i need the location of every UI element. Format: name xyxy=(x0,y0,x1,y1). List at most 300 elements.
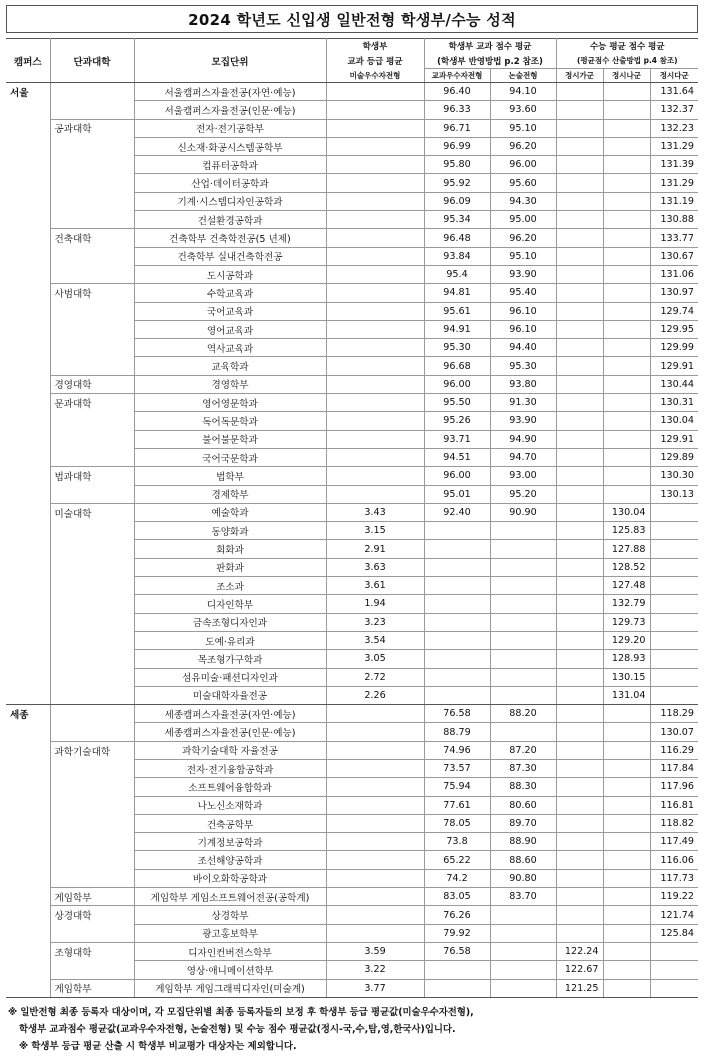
cell-unit: 불어불문학과 xyxy=(134,430,326,448)
cell-college: 사범대학 xyxy=(50,284,134,302)
cell-campus xyxy=(6,595,50,613)
cell-csat-ga xyxy=(556,174,603,192)
cell-csat-da: 130.44 xyxy=(650,375,698,393)
table-row xyxy=(6,192,698,210)
cell-csat-ga xyxy=(556,339,603,357)
cell-gyogwa-score: 73.8 xyxy=(424,833,490,851)
cell-csat-na xyxy=(603,320,650,338)
cell-unit: 전자·전기융합공학과 xyxy=(134,759,326,777)
cell-csat-na xyxy=(603,394,650,412)
cell-gyogwa-score: 77.61 xyxy=(424,796,490,814)
cell-csat-da xyxy=(650,503,698,521)
header-hsb-grade-line1: 학생부 xyxy=(326,39,424,54)
cell-campus xyxy=(6,869,50,887)
header-hsb-grade-line2: 교과 등급 평균 xyxy=(326,54,424,69)
table-row xyxy=(6,522,698,540)
cell-essay-score xyxy=(490,906,556,924)
cell-csat-da: 129.91 xyxy=(650,357,698,375)
cell-campus xyxy=(6,467,50,485)
cell-art-grade xyxy=(326,357,424,375)
cell-gyogwa-score: 79.92 xyxy=(424,924,490,942)
table-row xyxy=(6,412,698,430)
cell-csat-ga xyxy=(556,211,603,229)
cell-gyogwa-score: 75.94 xyxy=(424,778,490,796)
cell-csat-na xyxy=(603,741,650,759)
cell-csat-na xyxy=(603,723,650,741)
cell-gyogwa-score: 95.34 xyxy=(424,211,490,229)
cell-csat-na xyxy=(603,119,650,137)
table-row xyxy=(6,650,698,668)
cell-essay-score xyxy=(490,979,556,997)
cell-csat-da: 125.84 xyxy=(650,924,698,942)
cell-campus xyxy=(6,448,50,466)
table-row xyxy=(6,229,698,247)
cell-art-grade xyxy=(326,339,424,357)
cell-essay-score: 88.30 xyxy=(490,778,556,796)
table-row xyxy=(6,595,698,613)
cell-essay-score xyxy=(490,650,556,668)
cell-csat-na: 130.15 xyxy=(603,668,650,686)
cell-gyogwa-score xyxy=(424,595,490,613)
cell-campus xyxy=(6,229,50,247)
cell-csat-da xyxy=(650,650,698,668)
cell-campus xyxy=(6,961,50,979)
cell-unit: 바이오화학공학과 xyxy=(134,869,326,887)
table-row xyxy=(6,247,698,265)
cell-gyogwa-score: 96.09 xyxy=(424,192,490,210)
cell-csat-ga xyxy=(556,192,603,210)
cell-college: 상경대학 xyxy=(50,906,134,924)
cell-csat-na: 127.88 xyxy=(603,540,650,558)
cell-art-grade xyxy=(326,101,424,119)
cell-gyogwa-score: 95.50 xyxy=(424,394,490,412)
cell-art-grade xyxy=(326,412,424,430)
cell-csat-ga: 122.67 xyxy=(556,961,603,979)
table-row xyxy=(6,375,698,393)
table-row xyxy=(6,174,698,192)
cell-csat-ga xyxy=(556,778,603,796)
table-row xyxy=(6,979,698,997)
cell-csat-ga xyxy=(556,869,603,887)
cell-unit: 세종캠퍼스자율전공(자연·예능) xyxy=(134,705,326,723)
cell-csat-ga xyxy=(556,540,603,558)
cell-csat-na xyxy=(603,265,650,283)
cell-essay-score xyxy=(490,522,556,540)
cell-csat-ga xyxy=(556,229,603,247)
table-row xyxy=(6,339,698,357)
cell-csat-na: 125.83 xyxy=(603,522,650,540)
cell-campus xyxy=(6,631,50,649)
cell-csat-na xyxy=(603,302,650,320)
cell-csat-ga xyxy=(556,247,603,265)
cell-csat-da: 131.39 xyxy=(650,156,698,174)
cell-campus xyxy=(6,906,50,924)
cell-art-grade xyxy=(326,759,424,777)
cell-essay-score: 93.00 xyxy=(490,467,556,485)
cell-art-grade xyxy=(326,851,424,869)
cell-essay-score: 94.90 xyxy=(490,430,556,448)
cell-campus xyxy=(6,394,50,412)
cell-essay-score: 96.10 xyxy=(490,302,556,320)
cell-art-grade xyxy=(326,229,424,247)
cell-campus xyxy=(6,668,50,686)
cell-art-grade xyxy=(326,211,424,229)
cell-unit: 목조형가구학과 xyxy=(134,650,326,668)
table-body xyxy=(6,83,698,998)
cell-campus xyxy=(6,942,50,960)
cell-unit: 디자인컨버전스학부 xyxy=(134,942,326,960)
cell-gyogwa-score: 76.58 xyxy=(424,942,490,960)
cell-unit: 상경학부 xyxy=(134,906,326,924)
cell-unit: 세종캠퍼스자율전공(인문·예능) xyxy=(134,723,326,741)
cell-art-grade xyxy=(326,375,424,393)
cell-essay-score: 95.30 xyxy=(490,357,556,375)
header-csat-da: 정시다군 xyxy=(650,69,698,83)
cell-csat-na xyxy=(603,156,650,174)
cell-campus xyxy=(6,522,50,540)
cell-gyogwa-score: 96.68 xyxy=(424,357,490,375)
cell-csat-da xyxy=(650,686,698,704)
cell-essay-score: 96.20 xyxy=(490,137,556,155)
cell-gyogwa-score: 83.05 xyxy=(424,888,490,906)
cell-csat-da xyxy=(650,942,698,960)
cell-unit: 판화과 xyxy=(134,558,326,576)
cell-art-grade: 1.94 xyxy=(326,595,424,613)
cell-unit: 건설환경공학과 xyxy=(134,211,326,229)
cell-gyogwa-score xyxy=(424,961,490,979)
cell-essay-score xyxy=(490,668,556,686)
cell-gyogwa-score: 94.91 xyxy=(424,320,490,338)
cell-csat-na xyxy=(603,888,650,906)
cell-csat-ga xyxy=(556,650,603,668)
cell-gyogwa-score: 95.61 xyxy=(424,302,490,320)
cell-college xyxy=(50,412,134,430)
cell-unit: 역사교육과 xyxy=(134,339,326,357)
cell-college: 문과대학 xyxy=(50,394,134,412)
cell-art-grade xyxy=(326,83,424,101)
table-row xyxy=(6,631,698,649)
cell-csat-na: 132.79 xyxy=(603,595,650,613)
cell-csat-na xyxy=(603,192,650,210)
cell-college xyxy=(50,448,134,466)
cell-csat-ga xyxy=(556,320,603,338)
cell-csat-ga xyxy=(556,906,603,924)
cell-unit: 서울캠퍼스자율전공(자연·예능) xyxy=(134,83,326,101)
table-row xyxy=(6,119,698,137)
cell-gyogwa-score: 65.22 xyxy=(424,851,490,869)
table-row xyxy=(6,503,698,521)
table-row xyxy=(6,888,698,906)
cell-csat-na xyxy=(603,357,650,375)
cell-csat-da: 129.95 xyxy=(650,320,698,338)
cell-college xyxy=(50,247,134,265)
table-row xyxy=(6,448,698,466)
cell-unit: 국어국문학과 xyxy=(134,448,326,466)
cell-csat-ga xyxy=(556,265,603,283)
cell-csat-da xyxy=(650,668,698,686)
cell-csat-da: 130.31 xyxy=(650,394,698,412)
header-essay-track: 논술전형 xyxy=(490,69,556,83)
table-row xyxy=(6,302,698,320)
cell-art-grade xyxy=(326,265,424,283)
cell-college xyxy=(50,723,134,741)
cell-csat-na xyxy=(603,448,650,466)
cell-essay-score xyxy=(490,686,556,704)
cell-college xyxy=(50,522,134,540)
cell-unit: 영상·애니메이션학부 xyxy=(134,961,326,979)
cell-csat-da: 130.67 xyxy=(650,247,698,265)
cell-college xyxy=(50,156,134,174)
cell-csat-ga xyxy=(556,595,603,613)
cell-essay-score: 90.90 xyxy=(490,503,556,521)
cell-unit: 건축학부 실내건축학전공 xyxy=(134,247,326,265)
cell-csat-na xyxy=(603,705,650,723)
table-row xyxy=(6,705,698,723)
cell-art-grade xyxy=(326,156,424,174)
cell-unit: 영어교육과 xyxy=(134,320,326,338)
footnotes xyxy=(8,1004,700,1055)
page-title: 2024 학년도 신입생 일반전형 학생부/수능 성적 xyxy=(6,5,698,33)
table-row xyxy=(6,577,698,595)
footnote-line-3: ※ 학생부 등급 평균 산출 시 학생부 비교평가 대상자는 제외합니다. xyxy=(19,1041,297,1052)
cell-gyogwa-score xyxy=(424,540,490,558)
cell-art-grade: 3.77 xyxy=(326,979,424,997)
cell-csat-na: 128.52 xyxy=(603,558,650,576)
cell-gyogwa-score: 76.58 xyxy=(424,705,490,723)
cell-csat-ga xyxy=(556,485,603,503)
table-row xyxy=(6,869,698,887)
cell-art-grade: 2.72 xyxy=(326,668,424,686)
table-row xyxy=(6,796,698,814)
cell-essay-score: 88.60 xyxy=(490,851,556,869)
table-row xyxy=(6,833,698,851)
cell-art-grade: 3.61 xyxy=(326,577,424,595)
cell-csat-na xyxy=(603,430,650,448)
cell-unit: 건축학부 건축학전공(5 년제) xyxy=(134,229,326,247)
table-row xyxy=(6,851,698,869)
cell-csat-da xyxy=(650,595,698,613)
cell-csat-na xyxy=(603,759,650,777)
cell-college xyxy=(50,705,134,723)
cell-csat-na xyxy=(603,339,650,357)
cell-art-grade xyxy=(326,192,424,210)
cell-csat-da xyxy=(650,631,698,649)
cell-unit: 미술대학자율전공 xyxy=(134,686,326,704)
cell-gyogwa-score xyxy=(424,686,490,704)
table-row xyxy=(6,485,698,503)
cell-gyogwa-score: 93.84 xyxy=(424,247,490,265)
cell-art-grade: 2.26 xyxy=(326,686,424,704)
cell-csat-da: 116.29 xyxy=(650,741,698,759)
cell-unit: 게임학부 게임소프트웨어전공(공학계) xyxy=(134,888,326,906)
cell-campus xyxy=(6,302,50,320)
cell-art-grade: 3.23 xyxy=(326,613,424,631)
cell-college xyxy=(50,265,134,283)
cell-campus xyxy=(6,503,50,521)
cell-gyogwa-score: 74.2 xyxy=(424,869,490,887)
cell-essay-score: 95.00 xyxy=(490,211,556,229)
cell-csat-na: 129.73 xyxy=(603,613,650,631)
cell-csat-na xyxy=(603,869,650,887)
cell-college xyxy=(50,778,134,796)
cell-gyogwa-score xyxy=(424,979,490,997)
cell-essay-score: 96.10 xyxy=(490,320,556,338)
table-row xyxy=(6,686,698,704)
cell-unit: 예술학과 xyxy=(134,503,326,521)
cell-college xyxy=(50,485,134,503)
cell-college xyxy=(50,851,134,869)
cell-art-grade xyxy=(326,302,424,320)
cell-gyogwa-score xyxy=(424,522,490,540)
cell-campus xyxy=(6,192,50,210)
cell-art-grade xyxy=(326,869,424,887)
cell-art-grade xyxy=(326,814,424,832)
cell-csat-da: 132.37 xyxy=(650,101,698,119)
cell-campus xyxy=(6,320,50,338)
cell-gyogwa-score: 96.48 xyxy=(424,229,490,247)
cell-csat-na xyxy=(603,961,650,979)
cell-unit: 과학기술대학 자율전공 xyxy=(134,741,326,759)
cell-csat-da: 131.19 xyxy=(650,192,698,210)
cell-campus xyxy=(6,650,50,668)
cell-csat-ga xyxy=(556,467,603,485)
table-row xyxy=(6,540,698,558)
cell-csat-ga xyxy=(556,394,603,412)
footnote-line-2: 학생부 교과점수 평균값(교과우수자전형, 논술전형) 및 수능 점수 평균값(정시-국,수,탐,영,한국사)입니다. xyxy=(19,1024,456,1035)
cell-essay-score: 94.30 xyxy=(490,192,556,210)
cell-gyogwa-score: 73.57 xyxy=(424,759,490,777)
cell-campus xyxy=(6,247,50,265)
cell-art-grade: 3.15 xyxy=(326,522,424,540)
cell-csat-ga xyxy=(556,137,603,155)
cell-csat-na: 129.20 xyxy=(603,631,650,649)
table-row xyxy=(6,156,698,174)
cell-csat-ga xyxy=(556,686,603,704)
cell-campus xyxy=(6,430,50,448)
cell-essay-score: 93.60 xyxy=(490,101,556,119)
cell-csat-na xyxy=(603,247,650,265)
cell-csat-na xyxy=(603,375,650,393)
cell-csat-na: 131.04 xyxy=(603,686,650,704)
cell-essay-score: 91.30 xyxy=(490,394,556,412)
cell-csat-da: 119.22 xyxy=(650,888,698,906)
table-row xyxy=(6,265,698,283)
cell-csat-ga xyxy=(556,430,603,448)
cell-csat-da: 118.82 xyxy=(650,814,698,832)
cell-csat-ga xyxy=(556,814,603,832)
cell-csat-ga xyxy=(556,448,603,466)
table-row xyxy=(6,467,698,485)
header-csat-ga: 정시가군 xyxy=(556,69,603,83)
cell-essay-score: 95.60 xyxy=(490,174,556,192)
cell-gyogwa-score: 96.99 xyxy=(424,137,490,155)
cell-csat-da xyxy=(650,540,698,558)
header-campus: 캠퍼스 xyxy=(6,39,50,83)
cell-csat-ga xyxy=(556,83,603,101)
cell-gyogwa-score: 96.71 xyxy=(424,119,490,137)
cell-campus xyxy=(6,357,50,375)
cell-gyogwa-score: 88.79 xyxy=(424,723,490,741)
cell-gyogwa-score xyxy=(424,631,490,649)
cell-unit: 동양화과 xyxy=(134,522,326,540)
cell-college xyxy=(50,83,134,101)
table-row xyxy=(6,723,698,741)
cell-unit: 신소재·화공시스템공학부 xyxy=(134,137,326,155)
table-row xyxy=(6,778,698,796)
cell-csat-ga xyxy=(556,851,603,869)
table-row xyxy=(6,759,698,777)
cell-art-grade xyxy=(326,247,424,265)
cell-csat-na xyxy=(603,211,650,229)
cell-essay-score xyxy=(490,577,556,595)
cell-essay-score: 80.60 xyxy=(490,796,556,814)
table-row xyxy=(6,558,698,576)
cell-essay-score: 93.80 xyxy=(490,375,556,393)
cell-art-grade xyxy=(326,906,424,924)
cell-csat-ga xyxy=(556,741,603,759)
cell-art-grade: 3.05 xyxy=(326,650,424,668)
cell-csat-na xyxy=(603,229,650,247)
cell-college: 과학기술대학 xyxy=(50,741,134,759)
cell-unit: 금속조형디자인과 xyxy=(134,613,326,631)
cell-gyogwa-score: 96.40 xyxy=(424,83,490,101)
cell-college xyxy=(50,613,134,631)
cell-campus xyxy=(6,814,50,832)
cell-csat-ga xyxy=(556,119,603,137)
cell-art-grade xyxy=(326,448,424,466)
cell-college: 조형대학 xyxy=(50,942,134,960)
cell-art-grade xyxy=(326,924,424,942)
cell-csat-ga xyxy=(556,302,603,320)
cell-unit: 교육학과 xyxy=(134,357,326,375)
cell-csat-da: 129.89 xyxy=(650,448,698,466)
cell-essay-score xyxy=(490,595,556,613)
header-csat-line1: 수능 평균 점수 평균 xyxy=(556,39,698,54)
cell-college xyxy=(50,924,134,942)
table-row xyxy=(6,430,698,448)
cell-campus: 서울 xyxy=(6,83,50,101)
cell-college xyxy=(50,961,134,979)
cell-csat-ga xyxy=(556,156,603,174)
cell-gyogwa-score xyxy=(424,558,490,576)
cell-csat-da: 131.29 xyxy=(650,137,698,155)
cell-campus xyxy=(6,412,50,430)
table-row xyxy=(6,961,698,979)
cell-art-grade: 3.59 xyxy=(326,942,424,960)
cell-campus xyxy=(6,979,50,997)
cell-unit: 조소과 xyxy=(134,577,326,595)
cell-csat-da: 116.81 xyxy=(650,796,698,814)
cell-gyogwa-score: 94.81 xyxy=(424,284,490,302)
cell-gyogwa-score xyxy=(424,613,490,631)
cell-college xyxy=(50,558,134,576)
table-row xyxy=(6,101,698,119)
cell-gyogwa-score xyxy=(424,668,490,686)
cell-unit: 수학교육과 xyxy=(134,284,326,302)
cell-campus xyxy=(6,796,50,814)
cell-gyogwa-score: 95.01 xyxy=(424,485,490,503)
cell-gyogwa-score: 76.26 xyxy=(424,906,490,924)
cell-csat-da: 131.29 xyxy=(650,174,698,192)
table-row xyxy=(6,668,698,686)
cell-csat-da: 117.84 xyxy=(650,759,698,777)
cell-essay-score: 90.80 xyxy=(490,869,556,887)
cell-art-grade xyxy=(326,705,424,723)
cell-essay-score: 93.90 xyxy=(490,412,556,430)
cell-gyogwa-score: 96.00 xyxy=(424,375,490,393)
cell-csat-ga xyxy=(556,668,603,686)
cell-college xyxy=(50,577,134,595)
